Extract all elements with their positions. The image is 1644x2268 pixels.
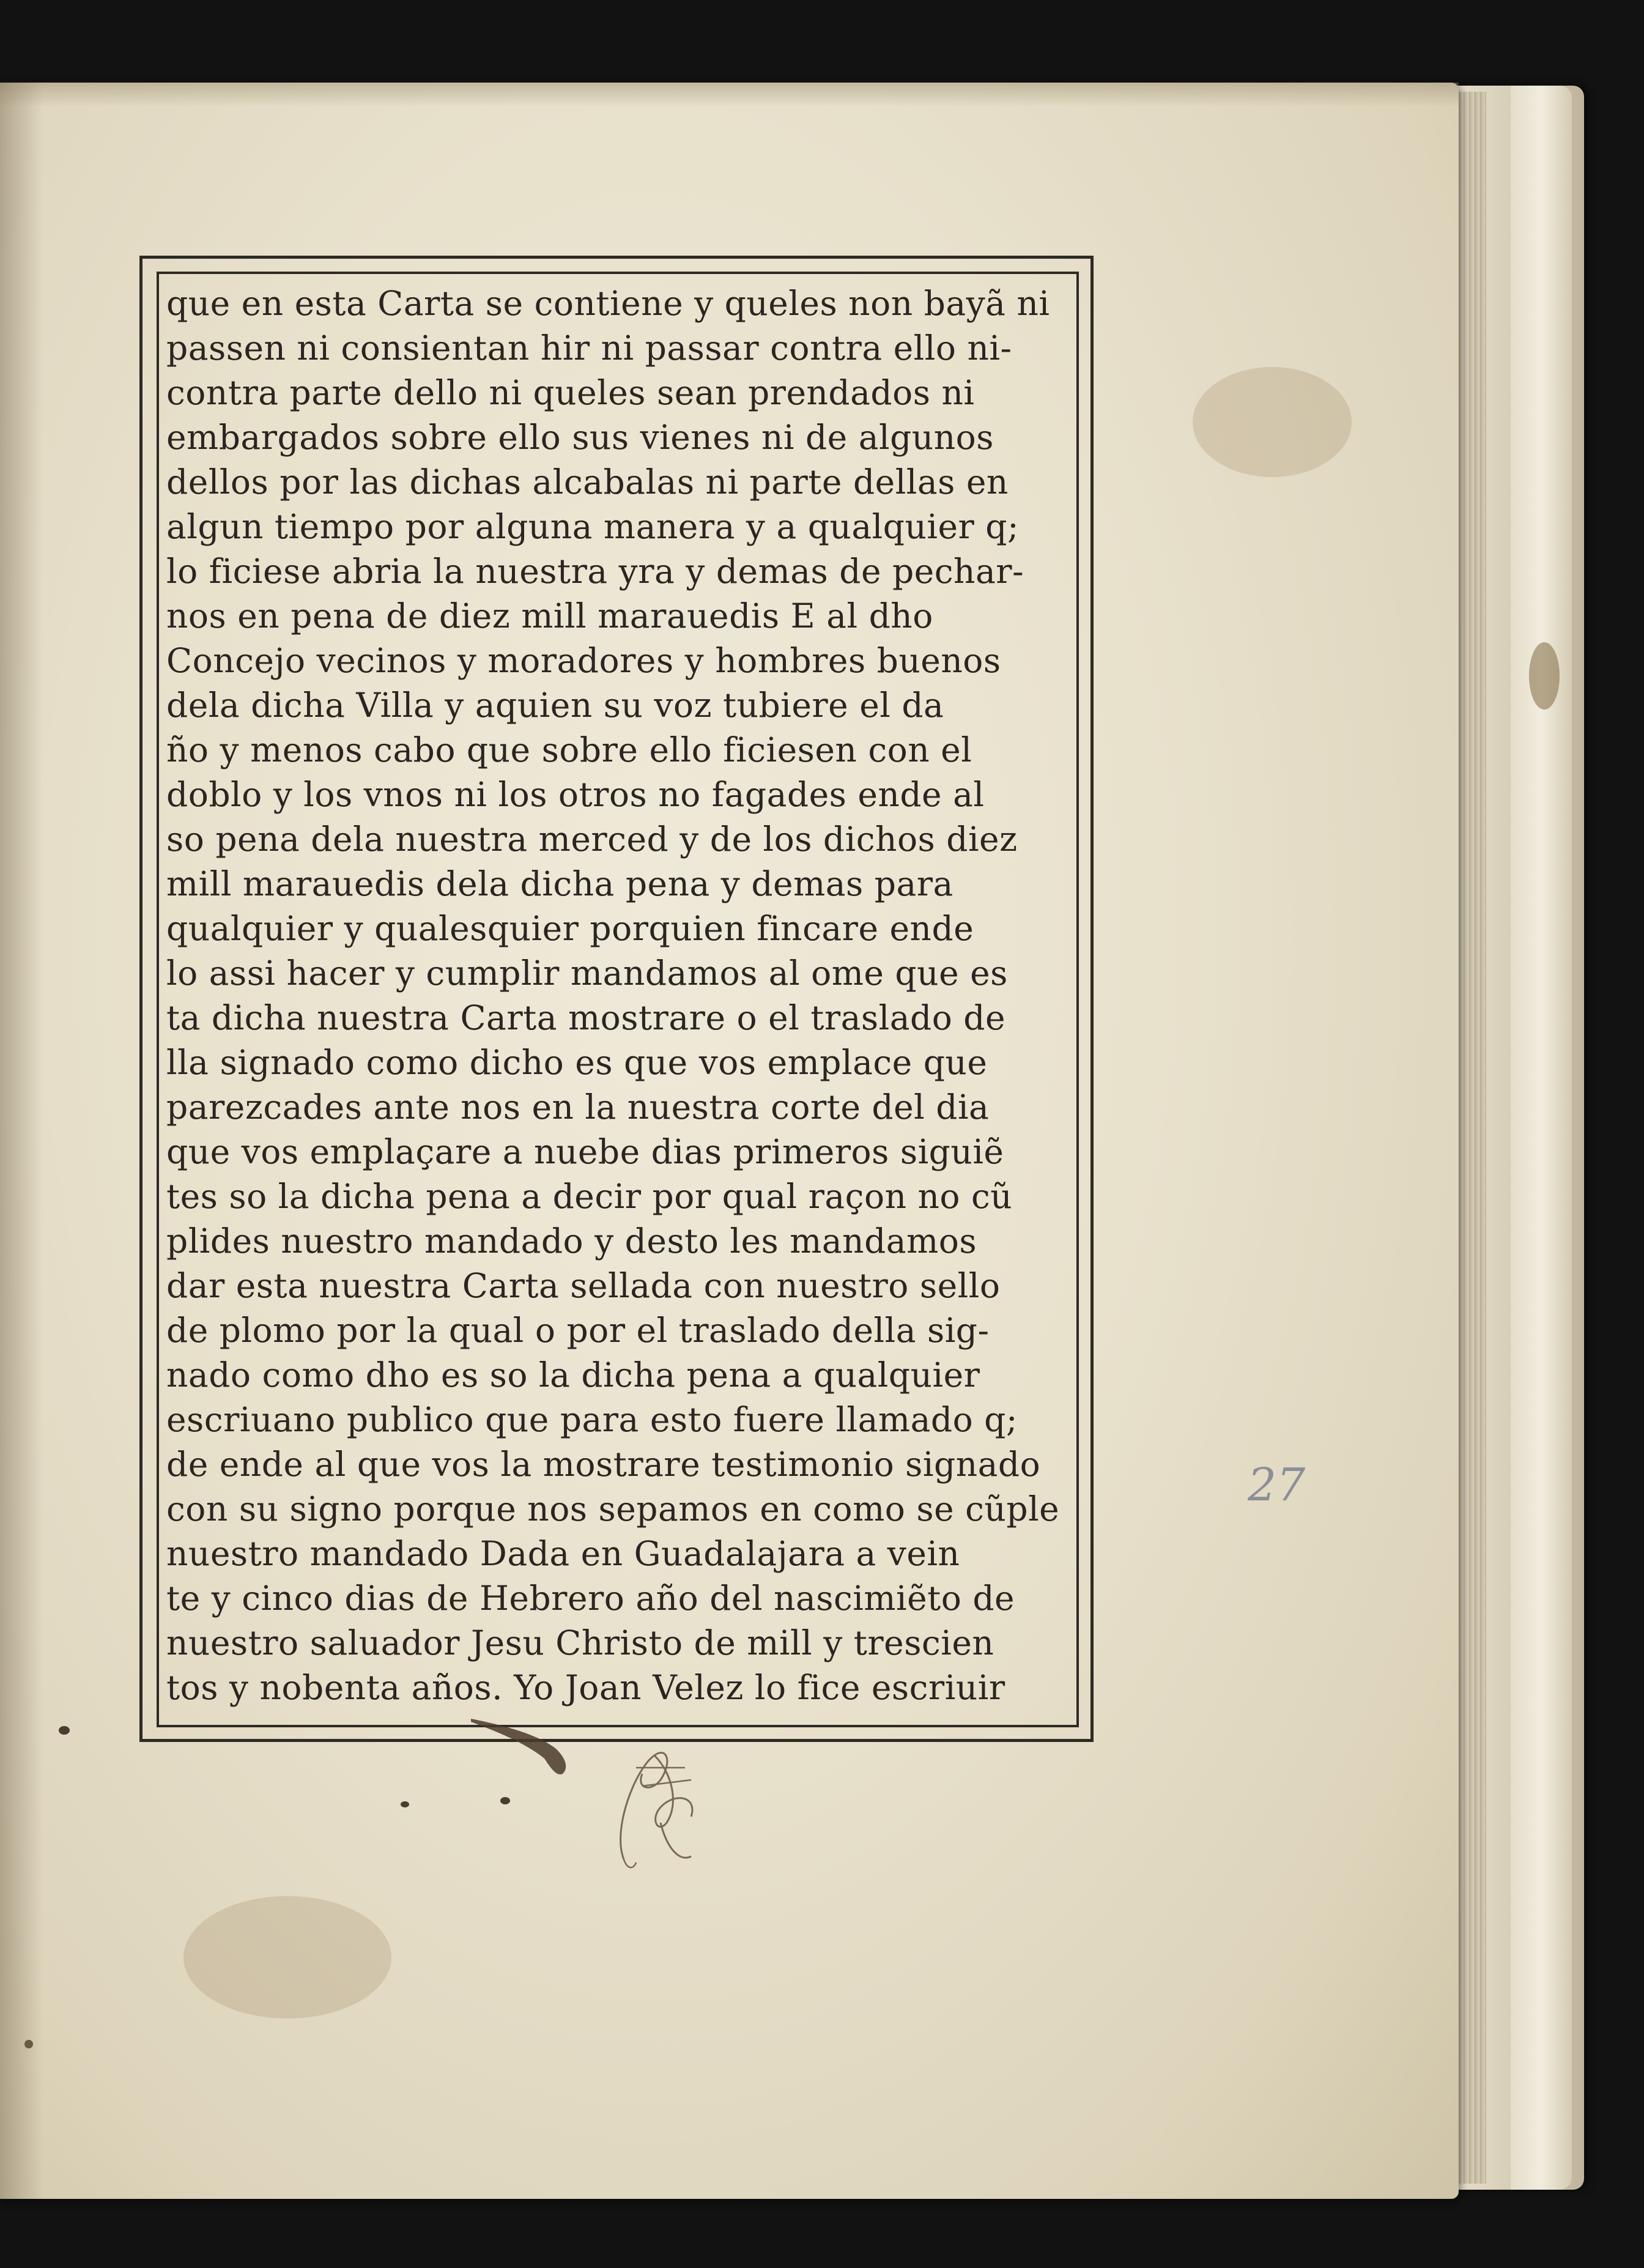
manuscript-line: mill marauedis dela dicha pena y demas para: [166, 864, 953, 903]
manuscript-line: parezcades ante nos en la nuestra corte del dia: [166, 1088, 990, 1127]
manuscript-line: escriuano publico que para esto fuere llamado q;: [166, 1400, 1018, 1439]
manuscript-line: plides nuestro mandado y desto les mandamos: [166, 1221, 977, 1261]
parchment-stain: [1529, 642, 1560, 710]
manuscript-line: nuestro mandado Dada en Guadalajara a vein: [166, 1534, 960, 1573]
manuscript-line: ta dicha nuestra Carta mostrare o el traslado de: [166, 998, 1006, 1037]
manuscript-line: te y cinco dias de Hebrero año del nascimiẽto de: [166, 1579, 1015, 1618]
manuscript-line: con su signo porque nos sepamos en como se cũple: [166, 1489, 1060, 1529]
manuscript-line: dela dicha Villa y aquien su voz tubiere el da: [166, 686, 944, 725]
ink-dot: [59, 1726, 70, 1735]
manuscript-line: nos en pena de diez mill marauedis E al dho: [166, 596, 933, 636]
ink-dot: [401, 1801, 409, 1807]
page-fore-edge: [1511, 86, 1572, 2190]
gutter-shade: [0, 83, 43, 2199]
manuscript-line: doblo y los vnos ni los otros no fagades ende al: [166, 775, 985, 814]
manuscript-line: dellos por las dichas alcabalas ni parte dellas en: [166, 462, 1009, 502]
manuscript-line: dar esta nuestra Carta sellada con nuestro sello: [166, 1266, 1001, 1305]
manuscript-line: tes so la dicha pena a decir por qual raçon no cũ: [166, 1177, 1013, 1216]
manuscript-line: algun tiempo por alguna manera y a qualquier q;: [166, 507, 1020, 546]
manuscript-line: lla signado como dicho es que vos emplace que: [166, 1043, 988, 1082]
leaf-top-shadow: [0, 83, 1459, 107]
parchment-stain: [183, 1896, 391, 2018]
ink-dot: [500, 1797, 510, 1804]
manuscript-line: lo assi hacer y cumplir mandamos al ome que es: [166, 954, 1008, 993]
manuscript-line: nuestro saluador Jesu Christo de mill y trescien: [166, 1623, 994, 1662]
manuscript-line: Concejo vecinos y moradores y hombres buenos: [166, 641, 1001, 680]
ink-blot: [465, 1707, 587, 1780]
manuscript-line: qualquier y qualesquier porquien fincare ende: [166, 909, 974, 948]
manuscript-line: tos y nobenta años. Yo Joan Velez lo fice escriuir: [166, 1668, 1005, 1707]
manuscript-line: ño y menos cabo que sobre ello ficiesen con el: [166, 730, 972, 769]
manuscript-line: passen ni consientan hir ni passar contra ello ni-: [166, 328, 1012, 368]
rubric-signature-flourish: [599, 1731, 758, 1884]
manuscript-line: que en esta Carta se contiene y queles non bayã ni: [166, 284, 1050, 323]
manuscript-line: que vos emplaçare a nuebe dias primeros siguiẽ: [166, 1132, 1004, 1171]
manuscript-line: nado como dho es so la dicha pena a qualquier: [166, 1355, 980, 1395]
manuscript-text: [166, 281, 1072, 1725]
ink-dot: [24, 2040, 33, 2048]
manuscript-line: de ende al que vos la mostrare testimonio signado: [166, 1445, 1041, 1484]
manuscript-line: lo ficiese abria la nuestra yra y demas de pechar-: [166, 552, 1024, 591]
parchment-stain: [1193, 367, 1352, 477]
manuscript-line: contra parte dello ni queles sean prendados ni: [166, 373, 975, 412]
folio-number: 27: [1248, 1459, 1306, 1511]
manuscript-line: de plomo por la qual o por el traslado della sig-: [166, 1311, 990, 1350]
manuscript-line: embargados sobre ello sus vienes ni de algunos: [166, 418, 994, 457]
manuscript-line: so pena dela nuestra merced y de los dichos diez: [166, 820, 1018, 859]
